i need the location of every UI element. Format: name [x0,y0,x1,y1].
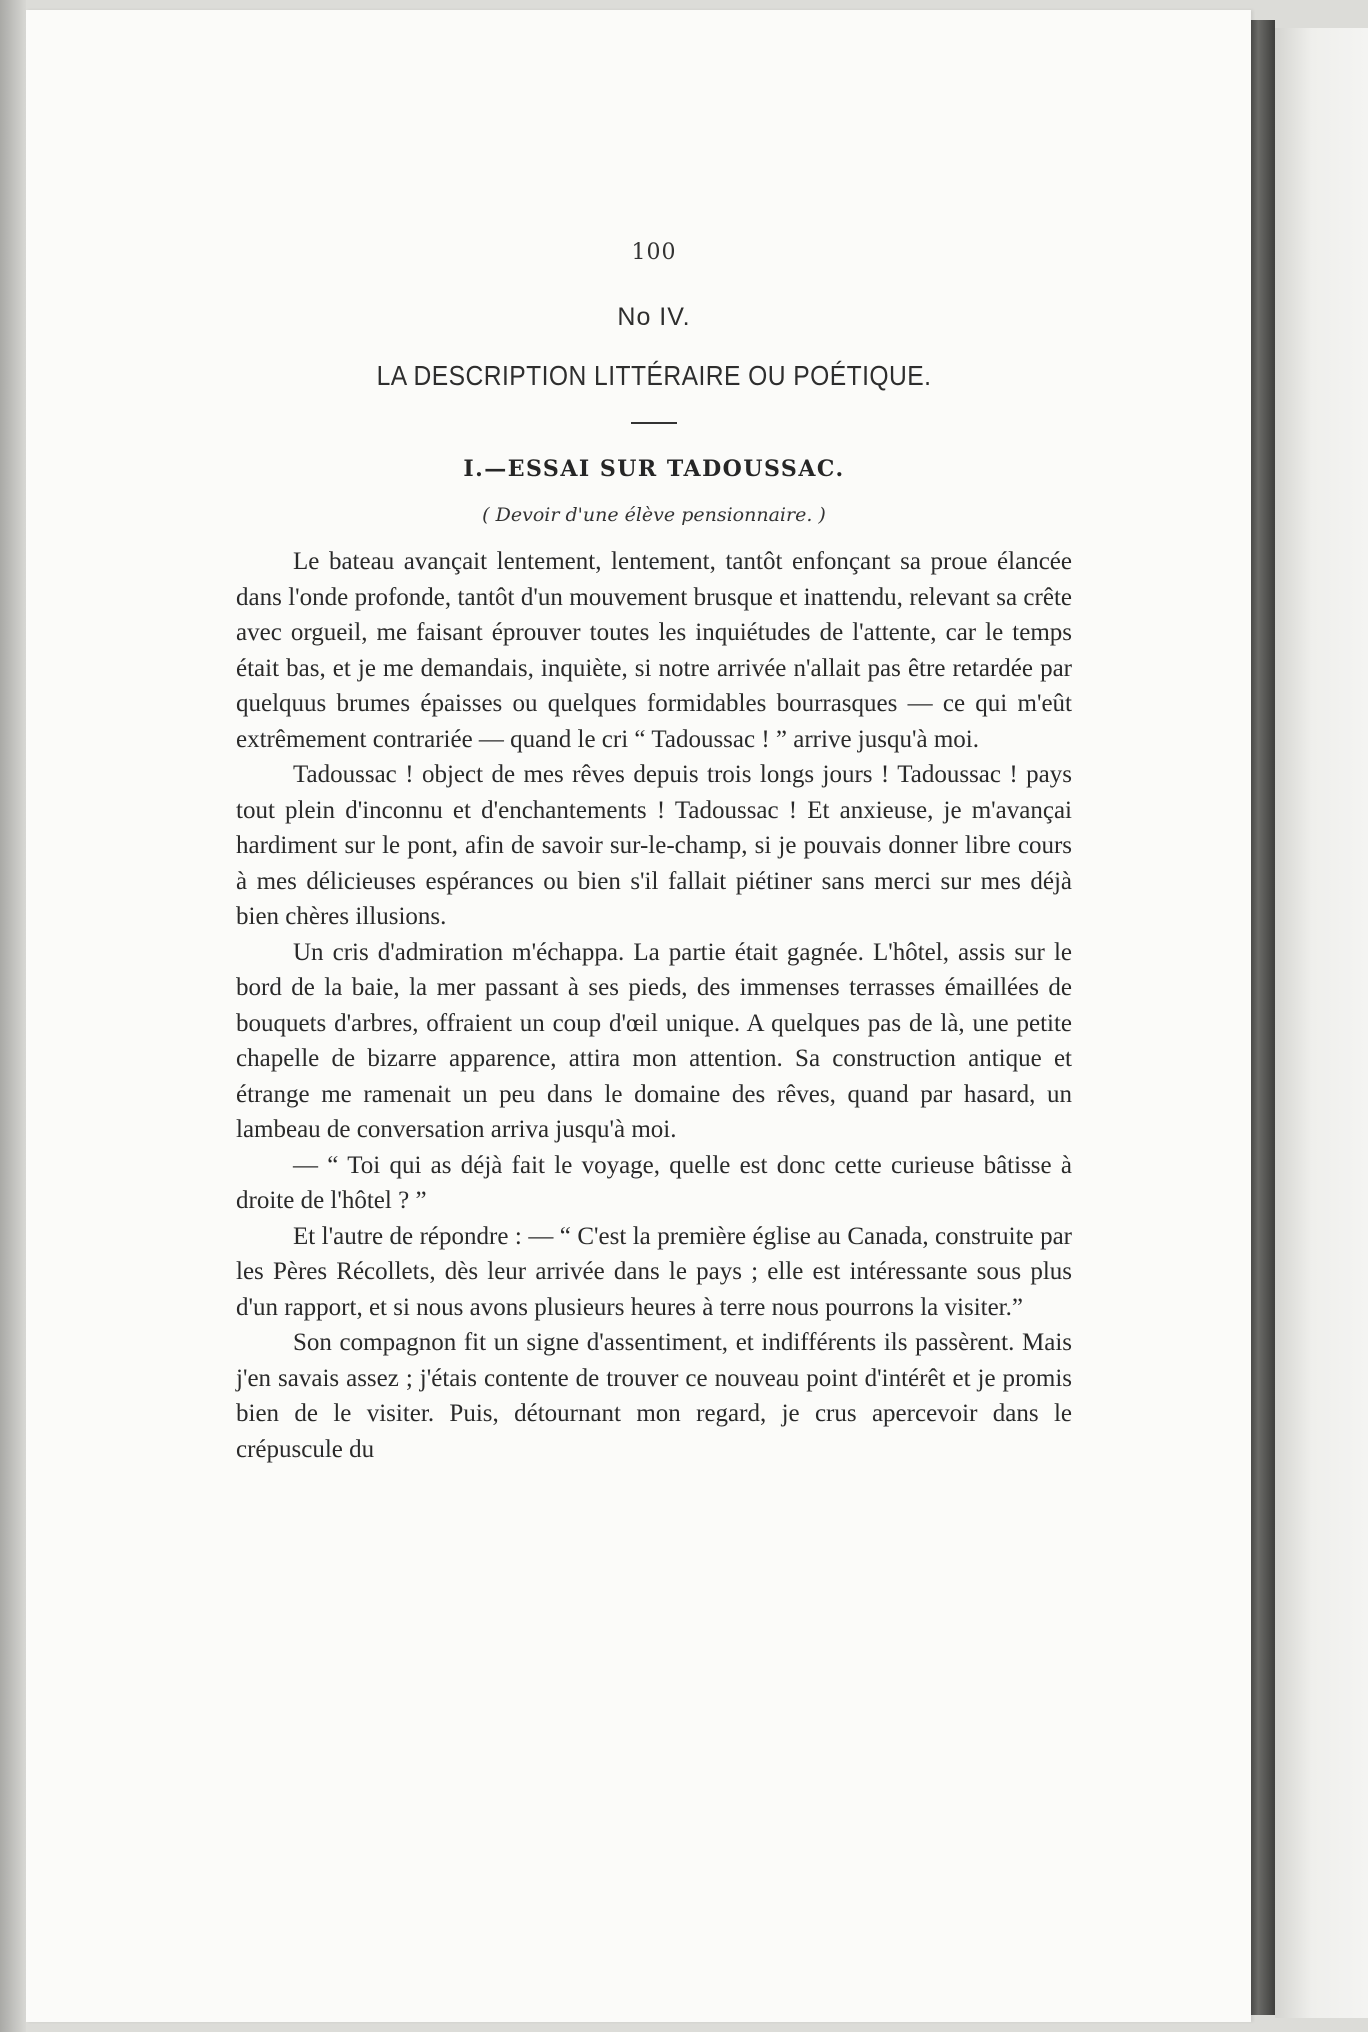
book-spine [1251,20,1275,2015]
paragraph: — “ Toi qui as déjà fait le voyage, quelle est donc cette curieuse bâtisse à droite de l'hôtel ? ” [236,1151,1072,1214]
essay-title: I.—ESSAI SUR TADOUSSAC. [463,456,845,482]
section-number: No IV. [617,303,691,331]
title-divider [631,422,677,424]
paragraph: Un cris d'admiration m'échappa. La partie était gagnée. L'hôtel, assis sur le bord de la baie, la mer passant à ses pieds, des immenses terrasses émaillées de bouquets d'arbres, offraient un coup d'œil unique. A quelques pas de là, une petite chapelle de bizarre apparence, attira mon attention. Sa construction antique et étrange me ramenait un peu dans le domaine des rêves, quand par hasard, un lambeau de conversation arriva jusqu'à moi. [236,938,1072,1143]
paragraph: Et l'autre de répondre : — “ C'est la première église au Canada, construite par les Pères Récollets, dès leur arrivée dans le pays ; elle est intéressante sous plus d'un rapport, et si nous avons plusieurs heures à terre nous pourrons la visiter.” [236,1222,1072,1321]
essay-subtitle: ( Devoir d'une élève pensionnaire. ) [482,504,826,526]
paragraph: Le bateau avançait lentement, lentement, tantôt enfonçant sa proue élancée dans l'onde profonde, tantôt d'un mouvement brusque et inattendu, relevant sa crête avec orgueil, me faisant éprouver toutes les inquiétudes de l'attente, car le temps était bas, et je me demandais, inquiète, si notre arrivée n'allait pas être retardée par quelquus brumes épaisses ou quelques formidables bourrasques — ce qui m'eût extrêmement contrariée — quand le cri “ Tadoussac ! ” arrive jusqu'à moi. [236,548,1072,753]
paragraph: Son compagnon fit un signe d'assentiment, et indifférents ils passèrent. Mais j'en savais assez ; j'étais contente de trouver ce nouveau point d'intérêt et je promis bien de le visiter. Puis, détournant mon regard, je crus apercevoir dans le crépuscule du [236,1329,1072,1463]
page-number: 100 [631,240,677,265]
paragraph: Tadoussac ! object de mes rêves depuis trois longs jours ! Tadoussac ! pays tout plein d'inconnu et d'enchantements ! Tadoussac ! Et anxieuse, je m'avançai hardiment sur le pont, afin de savoir sur-le-champ, si je pouvais donner libre cours à mes délicieuses espérances ou bien s'il fallait piétiner sans merci sur mes déjà bien chères illusions. [236,761,1072,930]
scan-left-edge [0,0,26,2032]
section-title: LA DESCRIPTION LITTÉRAIRE OU POÉTIQUE. [376,360,932,391]
facing-page-edge [1275,28,1368,2018]
page-content [236,240,1072,1467]
